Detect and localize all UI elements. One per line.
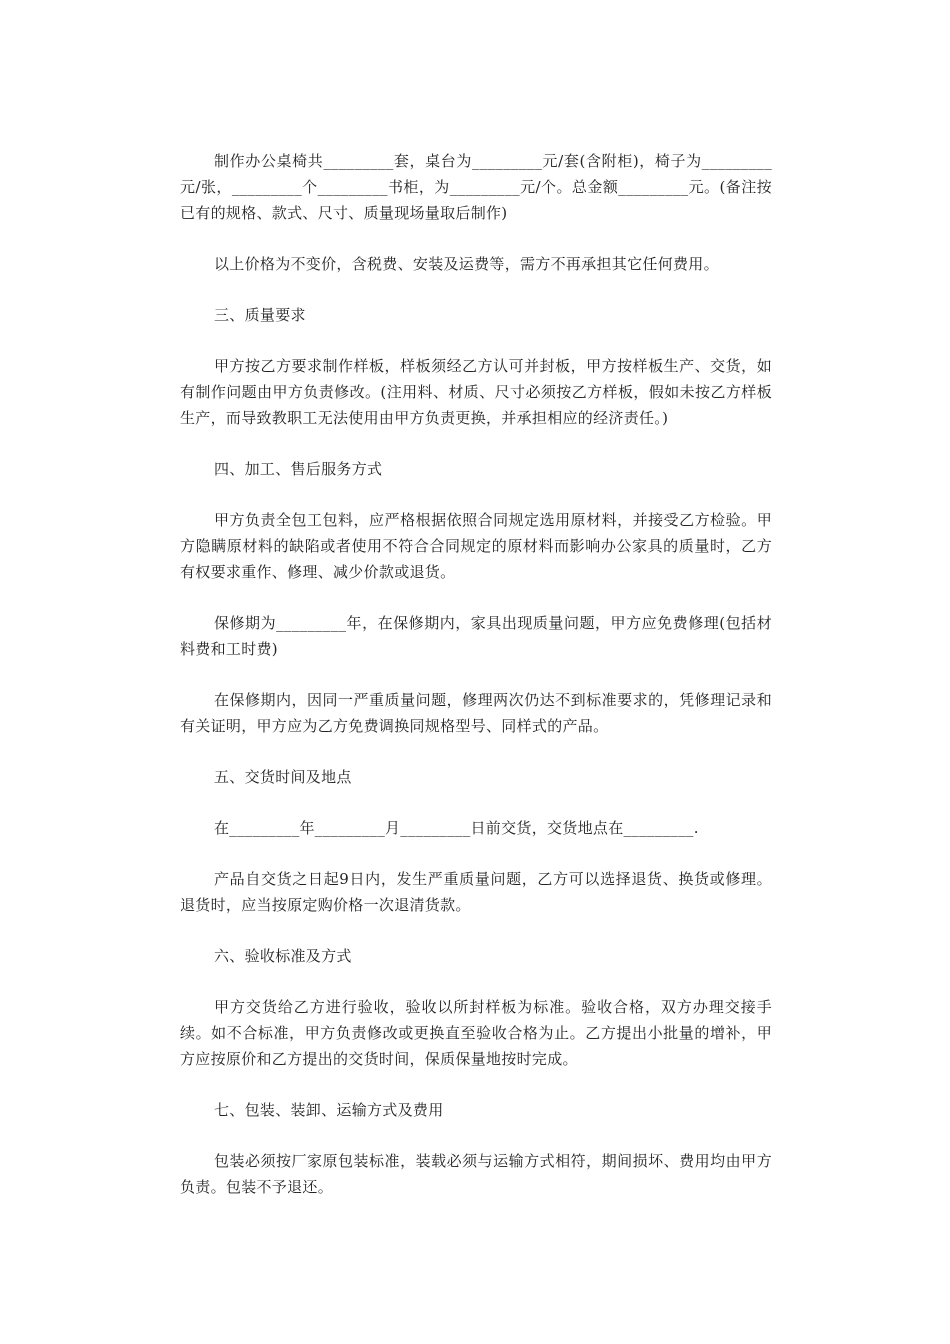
acceptance-paragraph: 甲方交货给乙方进行验收，验收以所封样板为标准。验收合格，双方办理交接手续。如不合标准，甲方负责修改或更换直至验收合格为止。乙方提出小批量的增补，甲方应按原价和乙方提出的交货时间，保质保量地按时完成。 (180, 998, 772, 1068)
section-7-heading: 七、包装、装卸、运输方式及费用 (214, 1101, 444, 1119)
return-paragraph: 产品自交货之日起9日内，发生严重质量问题，乙方可以选择退货、换货或修理。退货时，应当按原定购价格一次退清货款。 (180, 870, 772, 914)
document-page (180, 148, 772, 1225)
delivery-paragraph: 在_________年_________月_________日前交货，交货地点在_________. (214, 819, 699, 837)
section-5-heading: 五、交货时间及地点 (214, 768, 352, 786)
repair-paragraph: 在保修期内，因同一严重质量问题，修理两次仍达不到标准要求的，凭修理记录和有关证明，甲方应为乙方免费调换同规格型号、同样式的产品。 (180, 691, 772, 735)
price-note-paragraph: 以上价格为不变价，含税费、安装及运费等，需方不再承担其它任何费用。 (214, 255, 719, 273)
quality-paragraph: 甲方按乙方要求制作样板，样板须经乙方认可并封板，甲方按样板生产、交货，如有制作问题由甲方负责修改。(注用料、材质、尺寸必须按乙方样板，假如未按乙方样板生产，而导致教职工无法使用由甲方负责更换，并承担相应的经济责任。) (180, 357, 772, 427)
section-6-heading: 六、验收标准及方式 (214, 947, 352, 965)
pricing-paragraph: 制作办公桌椅共_________套，桌台为_________元/套(含附柜)，椅子为_________元/张，_________个_________书柜，为_________元/个。总金额_________元。(备注按已有的规格、款式、尺寸、质量现场量取后制作) (180, 152, 772, 222)
packaging-paragraph: 包装必须按厂家原包装标准，装载必须与运输方式相符，期间损坏、费用均由甲方负责。包装不予退还。 (180, 1152, 772, 1196)
section-3-heading: 三、质量要求 (214, 306, 306, 324)
processing-paragraph: 甲方负责全包工包料，应严格根据依照合同规定选用原材料，并接受乙方检验。甲方隐瞒原材料的缺陷或者使用不符合合同规定的原材料而影响办公家具的质量时，乙方有权要求重作、修理、减少价款或退货。 (180, 511, 772, 581)
section-4-heading: 四、加工、售后服务方式 (214, 460, 383, 478)
warranty-paragraph: 保修期为_________年，在保修期内，家具出现质量问题，甲方应免费修理(包括材料费和工时费) (180, 614, 772, 658)
